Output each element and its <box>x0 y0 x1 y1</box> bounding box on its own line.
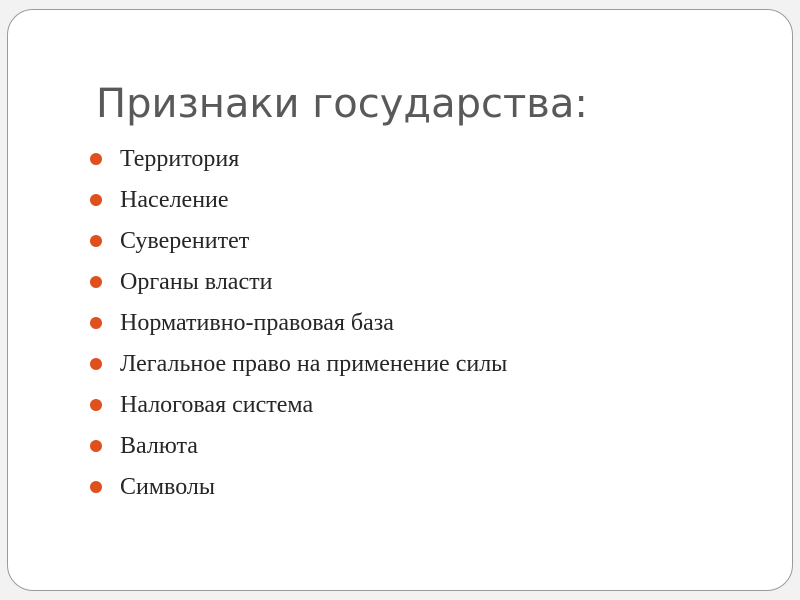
list-item-text: Нормативно-правовая база <box>120 310 394 336</box>
slide-frame <box>7 9 793 591</box>
list-item <box>88 430 507 471</box>
list-item-text: Налоговая система <box>120 392 314 418</box>
slide-title: Признаки государства: <box>96 81 588 127</box>
bullet-dot-icon <box>90 317 102 329</box>
list-item-text: Территория <box>120 146 240 172</box>
list-item-text: Население <box>120 187 229 213</box>
bullet-dot-icon <box>90 358 102 370</box>
list-item-text: Органы власти <box>120 269 273 295</box>
list-item-text: Валюта <box>120 433 198 459</box>
list-item <box>88 389 507 430</box>
list-item-text: Суверенитет <box>120 228 250 254</box>
list-item <box>88 184 507 225</box>
list-item <box>88 471 507 512</box>
bullet-list <box>88 143 507 512</box>
bullet-dot-icon <box>90 235 102 247</box>
bullet-dot-icon <box>90 481 102 493</box>
list-item <box>88 307 507 348</box>
list-item <box>88 225 507 266</box>
bullet-dot-icon <box>90 153 102 165</box>
list-item <box>88 266 507 307</box>
list-item-text: Легальное право на применение силы <box>120 351 508 377</box>
bullet-dot-icon <box>90 194 102 206</box>
bullet-dot-icon <box>90 276 102 288</box>
bullet-dot-icon <box>90 399 102 411</box>
list-item <box>88 143 507 184</box>
list-item-text: Символы <box>120 474 215 500</box>
bullet-dot-icon <box>90 440 102 452</box>
list-item <box>88 348 507 389</box>
